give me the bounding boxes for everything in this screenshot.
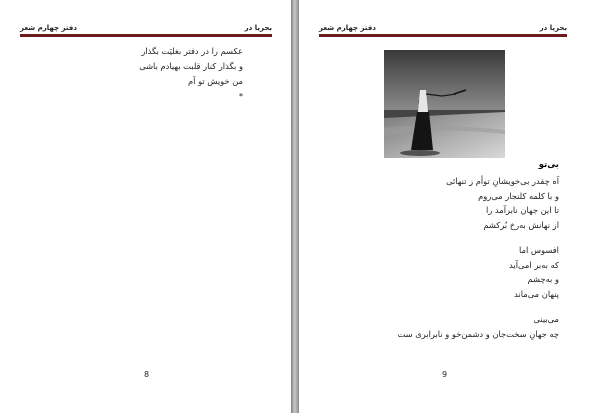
poem-line: آه چقدر بی‌خویشانِ توأم ز تنهائی (446, 176, 559, 186)
poem-stanza-1 (339, 174, 559, 232)
left-page (0, 0, 291, 413)
right-header-author: بحریا در (539, 24, 567, 32)
poem-line: چه جهانِ سخت‌جان و دشمن‌خو و نابرابری ست (397, 328, 559, 339)
poem-line: پنهان می‌ماند (514, 288, 559, 299)
poem-line: تا این جهان نابرآمد را (485, 205, 559, 215)
right-header-book-title: دفتر چهارم شعر (319, 24, 376, 32)
left-header-author: بحریا در (244, 24, 272, 32)
poem-line: عکسم را در دفتر بغلیَت بگذار (141, 46, 243, 56)
poem-photo (384, 50, 505, 158)
left-page-header (20, 17, 272, 37)
left-header-book-title: دفتر چهارم شعر (20, 24, 77, 32)
poem-stanza-3 (339, 312, 559, 341)
poem-line: و به‌چشم (527, 274, 559, 284)
right-page (299, 0, 591, 413)
poem-line: می‌بینی (533, 314, 559, 324)
poem-line: که به‌بر امی‌آید (509, 259, 559, 270)
poem-line: از نهانش به‌رخ بُرکشم (483, 219, 559, 230)
poem-heading: بی‌تو (538, 160, 559, 170)
left-poem-text (43, 44, 243, 104)
right-page-header (319, 17, 567, 37)
left-page-number: 8 (144, 370, 150, 379)
right-page-number: 9 (442, 370, 448, 379)
poem-end-mark: * (238, 91, 243, 101)
poem-line: افسوس اما (518, 245, 559, 255)
poem-line: من خویش تو اَم (187, 76, 243, 86)
poem-line: و بگذار کنار قلبت بهیادم باشی (139, 61, 243, 71)
poem-line: و با کلمه کلنجار می‌روم (478, 190, 559, 201)
book-gutter (291, 0, 299, 413)
poem-stanza-2 (339, 243, 559, 301)
